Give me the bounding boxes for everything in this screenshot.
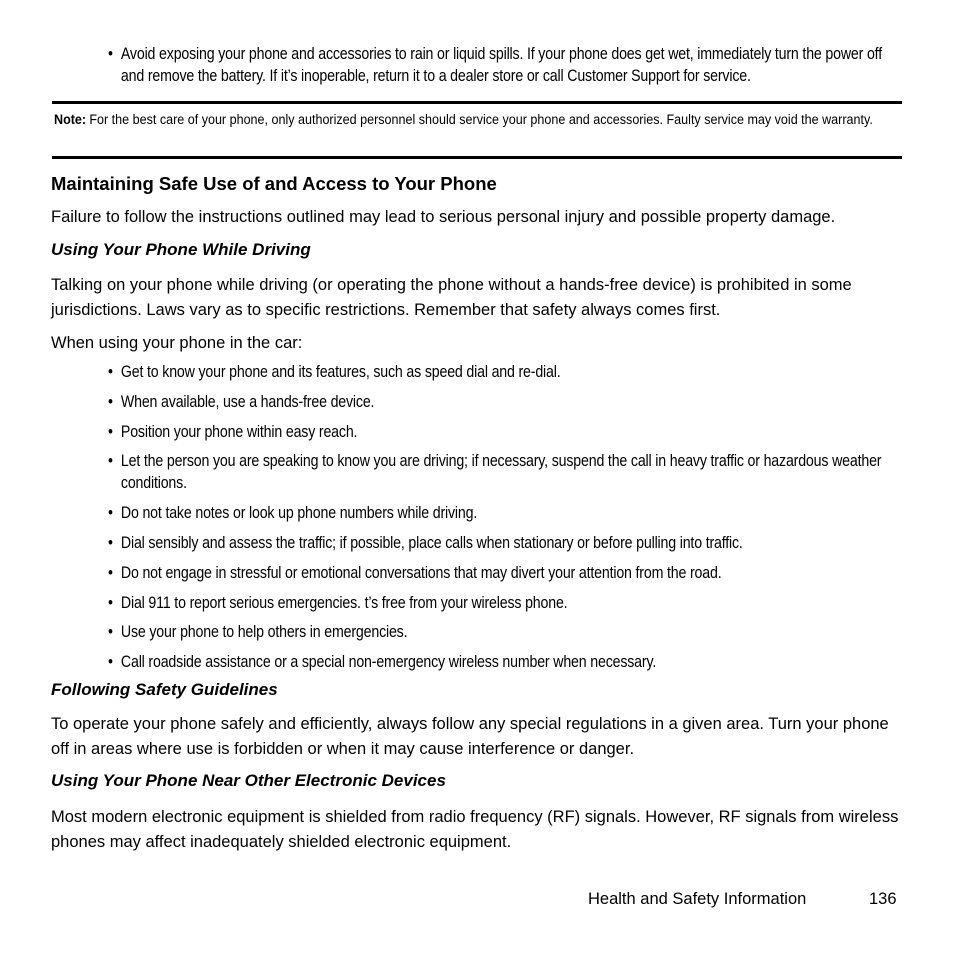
driving-heading: Using Your Phone While Driving	[51, 240, 311, 259]
driving-lead: When using your phone in the car:	[51, 334, 303, 352]
list-item: • Position your phone within easy reach.	[108, 421, 882, 451]
note-text: For the best care of your phone, only authorized personnel should service your phone and accessories. Faulty service may void the warranty.	[89, 112, 873, 127]
list-item: • Do not engage in stressful or emotional conversations that may divert your attention from the road.	[108, 562, 882, 592]
list-item	[108, 43, 882, 87]
page-number: 136	[869, 890, 897, 908]
list-item: • Use your phone to help others in emergencies.	[108, 621, 882, 651]
list-item: • Call roadside assistance or a special non-emergency wireless number when necessary.	[108, 651, 882, 681]
list-item: • Dial sensibly and assess the traffic; if possible, place calls when stationary or before pulling into traffic.	[108, 532, 882, 562]
list-item: • Dial 911 to report serious emergencies. t’s free from your wireless phone.	[108, 592, 882, 622]
guidelines-paragraph: To operate your phone safely and efficiently, always follow any special regulations in a given area. Turn your phone off in areas where use is forbidden or when it may cause interference or danger.	[51, 715, 889, 758]
section-title: Maintaining Safe Use of and Access to Your Phone	[51, 173, 497, 194]
footer-section-title: Health and Safety Information	[588, 890, 807, 908]
note-top-rule	[52, 101, 902, 104]
list-item: • Let the person you are speaking to know you are driving; if necessary, suspend the call in heavy traffic or hazardous weather conditions.	[108, 450, 882, 502]
guidelines-heading: Following Safety Guidelines	[51, 680, 278, 699]
list-item-text: Avoid exposing your phone and accessories to rain or liquid spills. If your phone does get wet, immediately turn the power off and remove the battery. If it’s inoperable, return it to a dealer store or call Customer Support for service.	[120, 45, 882, 85]
note-label: Note:	[54, 112, 87, 127]
list-item: • Do not take notes or look up phone numbers while driving.	[108, 502, 882, 532]
driving-paragraph: Talking on your phone while driving (or operating the phone without a hands-free device) is prohibited in some jurisdictions. Laws vary as to specific restrictions. Remember that safety always comes first.	[51, 276, 852, 319]
driving-list	[108, 361, 882, 681]
list-item: • When available, use a hands-free device.	[108, 391, 882, 421]
top-bullet-list	[108, 43, 882, 87]
note-bottom-rule	[52, 156, 902, 159]
note-block	[54, 111, 902, 129]
section-intro: Failure to follow the instructions outlined may lead to serious personal injury and possible property damage.	[51, 208, 836, 226]
list-item: • Get to know your phone and its features, such as speed dial and re-dial.	[108, 361, 882, 391]
electronic-heading: Using Your Phone Near Other Electronic Devices	[51, 771, 446, 790]
electronic-paragraph: Most modern electronic equipment is shielded from radio frequency (RF) signals. However, RF signals from wireless phones may affect inadequately shielded electronic equipment.	[51, 808, 899, 851]
